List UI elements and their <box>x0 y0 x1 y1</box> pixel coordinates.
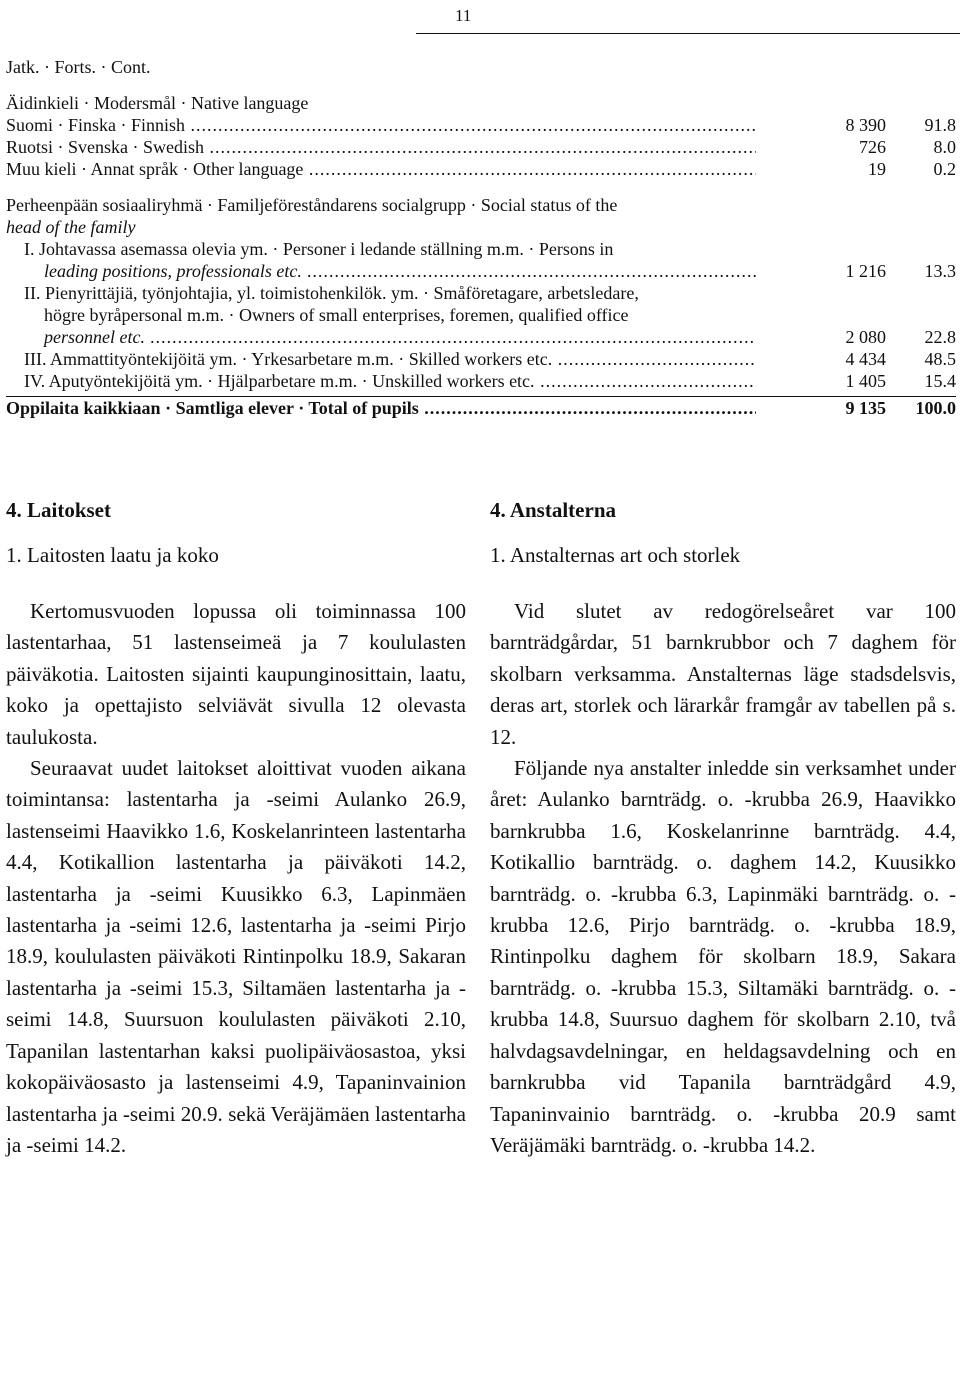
paragraph: Följande nya anstalter inledde sin verksamhet under året: Aulanko barnträdg. o. -krubba 26.9, Haavikko barnkrubba 1.6, Koskelanrinne barnträdg. 4.4, Kotikallio barnträdg. o. daghem 14.2, Kuusikko barnträdg. o. -krubba 6.3, Lapinmäki barnträdg. o. -krubba 12.6, Pirjo barnträdg. o. -krubba 18.9, Rintinpolku daghem för skolbarn 18.9, Sakara barnträdg. o. -krubba 15.3, Siltamäki barnträdg. o. -krubba 14.8, Suursuo daghem för skolbarn 2.10, två halvdagsavdelningar, en heldagsavdelning och en barnkrubba vid Tapanila barnträdgård 4.9, Tapaninvainio barnträdg. o. -krubba 20.9 samt Veräjämäki barnträdg. o. -krubba 14.2. <box>490 756 956 1157</box>
language-heading-row <box>6 92 956 114</box>
table-row <box>6 136 956 158</box>
total-percent: 100.0 <box>915 398 956 418</box>
section-heading: 4. Anstalterna <box>490 498 616 522</box>
paragraph: Vid slutet av redogörelseåret var 100 barnträdgårdar, 51 barnkrubbor och 7 daghem för skolbarn verksamma. Anstalternas läge stadsdelsvis, deras art, storlek och lärarkår framgår av tabellen på s. 12. <box>490 599 956 749</box>
row-count: 1 405 <box>845 371 886 391</box>
table-row-line <box>6 304 956 326</box>
section-subheading: 1. Anstalternas art och storlek <box>490 543 741 567</box>
row-count: 8 390 <box>845 115 886 135</box>
language-heading: Äidinkieli · Modersmål · Native language <box>6 93 309 113</box>
paragraph: Kertomusvuoden lopussa oli toiminnassa 100 lastentarhaa, 51 lastenseimeä ja 7 koululasten päiväkotia. Laitosten sijainti kaupunginosittain, laatu, koko ja opettajisto selviävät sivulla 12 olevasta taulukosta. <box>6 599 466 749</box>
row-label: leading positions, professionals etc. ..... <box>6 260 756 282</box>
row-count: 2 080 <box>845 327 886 347</box>
table-row <box>6 348 956 370</box>
table-row-line <box>6 238 956 260</box>
finnish-column <box>6 495 466 1161</box>
table-row <box>6 114 956 136</box>
row-label: Suomi · Finska · Finnish ..... <box>6 114 756 136</box>
total-label: Oppilaita kaikkiaan · Samtliga elever · Total of pupils ..... <box>6 397 756 419</box>
social-heading: Perheenpään sosiaaliryhmä · Familjeföreståndarens socialgrupp · Social status of the <box>6 195 618 215</box>
row-count: 1 216 <box>845 261 886 281</box>
row-count: 726 <box>859 137 886 157</box>
row-label: Ruotsi · Svenska · Swedish ..... <box>6 136 756 158</box>
row-label: IV. Aputyöntekijöitä ym. · Hjälparbetare m.m. · Unskilled workers etc. ..... <box>6 370 756 392</box>
row-label-line1: II. Pienyrittäjiä, työnjohtajia, yl. toimistohenkilök. ym. · Småföretagare, arbetsledare, <box>24 283 639 303</box>
swedish-column <box>490 495 956 1161</box>
row-percent: 48.5 <box>924 349 956 369</box>
row-count: 19 <box>868 159 886 179</box>
section-heading: 4. Laitokset <box>6 498 111 522</box>
social-heading-cont: head of the family <box>6 217 136 237</box>
paragraph: Seuraavat uudet laitokset aloittivat vuoden aikana toimintansa: lastentarha ja -seimi Aulanko 26.9, lastenseimi Haavikko 1.6, Koskelanrinteen lastentarha 4.4, Kotikallion lastentarha ja päiväkoti 14.2, lastentarha ja -seimi Kuusikko 6.3, Lapinmäen lastentarha ja -seimi 12.6, lastentarha ja -seimi Pirjo 18.9, koululasten päiväkoti Rintinpolku 18.9, Sakaran lastentarha ja -seimi 15.3, Siltamäen lastentarha ja -seimi 14.8, Suursuon koululasten päiväkoti 2.10, Tapanilan lastentarhan kaksi puolipäiväosastoa, yksi kokopäiväosasto ja lastenseimi 4.9, Tapaninvainion lastentarha ja -seimi 20.9. sekä Veräjämäen lastentarha ja -seimi 14.2. <box>6 756 466 1157</box>
table-row <box>6 260 956 282</box>
table-row-line <box>6 282 956 304</box>
page-number: 11 <box>455 6 472 25</box>
total-row <box>6 397 956 419</box>
continuation-row <box>6 56 956 78</box>
total-count: 9 135 <box>845 398 886 418</box>
social-heading-row <box>6 194 956 216</box>
row-percent: 0.2 <box>933 159 956 179</box>
table-row <box>6 326 956 348</box>
row-percent: 91.8 <box>924 115 956 135</box>
row-label-line2: högre byråpersonal m.m. · Owners of small enterprises, foremen, qualified office <box>44 305 629 325</box>
social-heading-row-2 <box>6 216 956 238</box>
table-row <box>6 158 956 180</box>
row-percent: 8.0 <box>933 137 956 157</box>
row-percent: 13.3 <box>924 261 956 281</box>
row-percent: 22.8 <box>924 327 956 347</box>
row-percent: 15.4 <box>924 371 956 391</box>
row-label-line1: I. Johtavassa asemassa olevia ym. · Personer i ledande ställning m.m. · Persons in <box>24 239 614 259</box>
table-row <box>6 370 956 392</box>
section-subheading: 1. Laitosten laatu ja koko <box>6 543 219 567</box>
continuation-label: Jatk. · Forts. · Cont. <box>6 57 151 77</box>
row-label: Muu kieli · Annat språk · Other language ..... <box>6 158 756 180</box>
row-count: 4 434 <box>845 349 886 369</box>
row-label: personnel etc. ..... <box>6 326 756 348</box>
row-label: III. Ammattityöntekijöitä ym. · Yrkesarbetare m.m. · Skilled workers etc. ..... <box>6 348 756 370</box>
statistics-table <box>6 56 956 419</box>
header-rule <box>416 33 960 34</box>
